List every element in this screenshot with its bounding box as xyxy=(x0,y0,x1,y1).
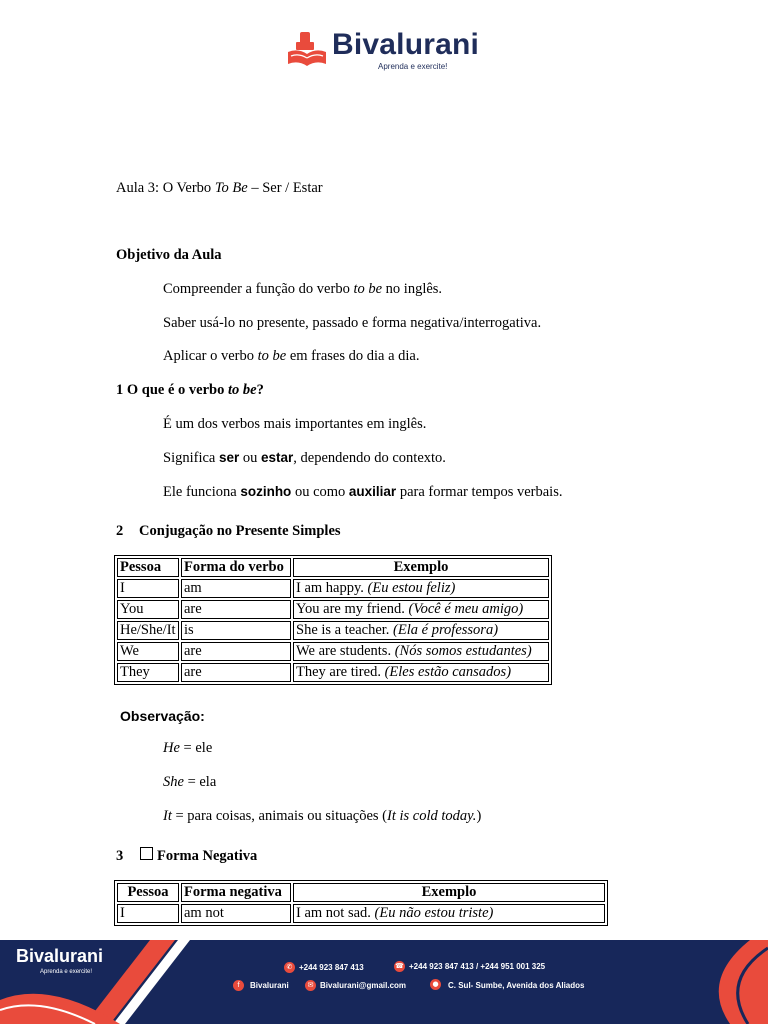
table-cell: We are students. (Nós somos estudantes) xyxy=(293,642,549,661)
table-header: Pessoa xyxy=(117,558,179,577)
table-cell: You are my friend. (Você é meu amigo) xyxy=(293,600,549,619)
table-row xyxy=(117,600,549,619)
table-header: Pessoa xyxy=(117,883,179,902)
section1-line: É um dos verbos mais importantes em inglês. xyxy=(163,416,427,432)
whatsapp-icon: ✆ xyxy=(284,962,295,973)
observacao-line: He = ele xyxy=(163,740,213,756)
table-row xyxy=(117,904,605,923)
footer-address: C. Sul- Sumbe, Avenida dos Aliados xyxy=(448,981,585,990)
table-header: Exemplo xyxy=(293,558,549,577)
table-cell: are xyxy=(181,663,291,682)
table-cell: are xyxy=(181,600,291,619)
objetivo-item: Aplicar o verbo to be em frases do dia a dia. xyxy=(163,348,420,364)
section2-number: 2 xyxy=(116,523,124,539)
table-cell: am not xyxy=(181,904,291,923)
checkbox-icon xyxy=(140,847,153,860)
table-cell: are xyxy=(181,642,291,661)
facebook-icon: f xyxy=(233,980,244,991)
observacao-line: It = para coisas, animais ou situações (It is cold today.) xyxy=(163,808,482,824)
table-header: Exemplo xyxy=(293,883,605,902)
brand-tagline: Aprenda e exercite! xyxy=(378,62,448,71)
footer-phone: +244 923 847 413 xyxy=(299,963,364,972)
table-header: Forma do verbo xyxy=(181,558,291,577)
table-cell: They xyxy=(117,663,179,682)
footer-decoration-right-icon xyxy=(690,940,768,1024)
table-cell: He/She/It xyxy=(117,621,179,640)
objetivo-item: Saber usá-lo no presente, passado e forma negativa/interrogativa. xyxy=(163,315,542,331)
table-cell: am xyxy=(181,579,291,598)
footer-phones: +244 923 847 413 / +244 951 001 325 xyxy=(409,962,546,971)
conjugation-table xyxy=(114,555,552,685)
negative-table xyxy=(114,880,608,926)
section1-line: Significa ser ou estar, dependendo do contexto. xyxy=(163,450,446,466)
footer-banner xyxy=(0,940,768,1024)
table-row xyxy=(117,642,549,661)
observacao-line: She = ela xyxy=(163,774,217,790)
location-icon: ● xyxy=(430,979,441,990)
brand-logo xyxy=(286,26,506,76)
footer-tagline: Aprenda e exercite! xyxy=(40,969,93,975)
section1-line: Ele funciona sozinho ou como auxiliar para formar tempos verbais. xyxy=(163,484,563,500)
book-logo-icon xyxy=(286,30,328,68)
table-header: Forma negativa xyxy=(181,883,291,902)
brand-name: Bivalurani xyxy=(332,28,480,61)
objetivo-item: Compreender a função do verbo to be no inglês. xyxy=(163,281,443,297)
objetivo-heading: Objetivo da Aula xyxy=(116,247,222,263)
page-title: Aula 3: O Verbo To Be – Ser / Estar xyxy=(116,180,323,196)
table-cell: You xyxy=(117,600,179,619)
footer-email: Bivalurani@gmail.com xyxy=(320,981,407,990)
table-row xyxy=(117,663,549,682)
table-row xyxy=(117,579,549,598)
table-cell: is xyxy=(181,621,291,640)
phone-icon: ☎ xyxy=(395,962,404,970)
table-header-row xyxy=(117,558,549,577)
email-icon: ✉ xyxy=(305,980,316,991)
section1-heading: 1 O que é o verbo to be? xyxy=(116,382,264,398)
table-cell: I xyxy=(117,904,179,923)
section3-number: 3 xyxy=(116,848,124,864)
table-cell: I am happy. (Eu estou feliz) xyxy=(293,579,549,598)
footer-brand: Bivalurani xyxy=(16,946,104,966)
footer-facebook: Bivalurani xyxy=(250,981,289,990)
observacao-heading: Observação: xyxy=(120,708,205,724)
table-cell: They are tired. (Eles estão cansados) xyxy=(293,663,549,682)
section3-heading: Forma Negativa xyxy=(157,848,258,864)
section2-heading: Conjugação no Presente Simples xyxy=(139,523,341,539)
table-cell: We xyxy=(117,642,179,661)
table-cell: She is a teacher. (Ela é professora) xyxy=(293,621,549,640)
table-row xyxy=(117,621,549,640)
table-cell: I xyxy=(117,579,179,598)
table-header-row xyxy=(117,883,605,902)
table-cell: I am not sad. (Eu não estou triste) xyxy=(293,904,605,923)
